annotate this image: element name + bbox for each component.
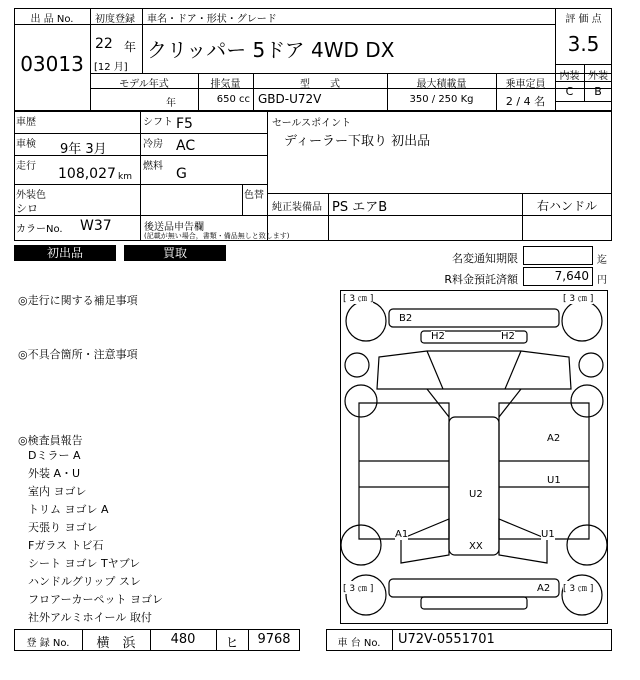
car-name: クリッパー 5ドア 4WD DX [147, 38, 395, 62]
first-reg-year: 22 [95, 36, 113, 52]
color-no-label: カラーNo. [16, 224, 63, 235]
shaken-label: 車検 [16, 139, 36, 150]
chassis-label: 車 台 No. [337, 638, 381, 649]
first-reg-month: [12 月] [94, 62, 128, 73]
ext-color-label: 外装色 [16, 190, 46, 201]
registration-kana: ヒ [225, 636, 239, 651]
body-left-side [359, 403, 449, 539]
inspector-line: 社外アルミホイール 取付 [28, 611, 152, 624]
inspector-line: シート ヨゴレ Tヤブレ [28, 557, 141, 570]
registration-label: 登 録 No. [26, 638, 70, 649]
corner-label-br: [ 3 ㎝ ] [563, 581, 593, 594]
equipment-value: PS エアB [332, 200, 388, 215]
mark-a2-right: A2 [547, 433, 561, 444]
history-label: 車歴 [16, 117, 36, 128]
model-year-unit: 年 [166, 98, 176, 109]
interior-label: 内装 [559, 71, 580, 82]
inspector-line: 外装 A・U [28, 467, 81, 480]
shift-label: シフト [143, 117, 173, 128]
displacement-label: 排気量 [210, 79, 241, 90]
rear-bumper [389, 579, 559, 597]
mark-a1-left: A1 [395, 529, 409, 540]
interior-grade: C [565, 85, 574, 98]
ac-value: AC [176, 138, 196, 154]
corner-label-tl: [ 3 ㎝ ] [343, 291, 373, 304]
driving-notes-header: ◎走行に関する補足事項 [18, 294, 138, 307]
type-label: 型 式 [300, 79, 340, 90]
mirror-left [345, 353, 369, 377]
mileage-unit: km [118, 172, 132, 182]
recycle-unit: 円 [597, 275, 607, 286]
steering-value: 右ハンドル [536, 199, 597, 213]
car-outline-svg [341, 291, 607, 623]
car-name-label: 車名・ドア・形状・グレード [147, 14, 277, 25]
first-listing-badge: 初出品 [14, 245, 116, 261]
lot-label: 出 品 No. [30, 14, 74, 25]
registration-number: 9768 [257, 632, 291, 647]
wheel-rear-right [567, 525, 607, 565]
mark-h2-left: H2 [431, 331, 445, 342]
defects-header: ◎不具合箇所・注意事項 [18, 348, 138, 361]
corner-label-bl: [ 3 ㎝ ] [343, 581, 373, 594]
purchase-badge: 買取 [124, 245, 226, 261]
max-load-label: 最大積載量 [416, 79, 467, 90]
mark-u2-center: U2 [469, 489, 483, 500]
max-load-value: 350 / 250 Kg [409, 94, 474, 105]
shift-value: F5 [176, 116, 193, 132]
wheel-top-right [562, 301, 602, 341]
displacement-value: 650 cc [216, 94, 250, 105]
sales-point-label: セールスポイント [272, 118, 352, 129]
mark-a2-bottom: A2 [537, 583, 551, 594]
fuel-label: 燃料 [143, 161, 163, 172]
exterior-grade: B [594, 85, 602, 98]
exterior-label: 外装 [588, 71, 608, 82]
recycle-label: R料金預託済額 [444, 273, 518, 286]
first-reg-label: 初度登録 [95, 14, 135, 25]
roof [449, 417, 499, 555]
equipment-label: 純正装備品 [272, 202, 322, 213]
post-report-label: 後送品申告欄 [144, 222, 204, 233]
type-value: GBD-U72V [258, 92, 322, 106]
inspector-line: ハンドルグリップ スレ [28, 575, 141, 588]
mark-h2-right: H2 [501, 331, 515, 342]
post-report-note: (記載が無い場合，書類・備品無しと致します) [144, 232, 290, 240]
front-bumper [389, 309, 559, 327]
front-panel [377, 351, 571, 389]
rating-value: 3.5 [567, 32, 600, 56]
lot-number: 03013 [20, 52, 84, 76]
registration-class: 480 [170, 632, 196, 647]
mark-u1-right-lower: U1 [541, 529, 555, 540]
model-year-label: モデル年式 [119, 79, 169, 90]
mark-b2: B2 [399, 313, 413, 324]
color-no-value: W37 [80, 218, 112, 234]
corner-label-tr: [ 3 ㎝ ] [563, 291, 593, 304]
mileage-value: 108,027 [58, 166, 116, 182]
registration-area: 横 浜 [96, 636, 136, 651]
inspector-line: 室内 ヨゴレ [28, 485, 87, 498]
name-change-label: 名変通知期限 [452, 252, 518, 265]
inspector-header: ◎検査員報告 [18, 434, 83, 447]
sales-point-value: ディーラー下取り 初出品 [284, 134, 431, 149]
name-change-box [523, 246, 593, 265]
mileage-label: 走行 [16, 161, 36, 172]
name-change-unit: 迄 [597, 255, 607, 266]
recolor-label: 色替 [244, 190, 264, 201]
ac-label: 冷房 [143, 139, 163, 150]
capacity-value: 2 / 4 名 [505, 95, 546, 108]
chassis-value: U72V-0551701 [398, 632, 495, 647]
mark-u1-right-upper: U1 [547, 475, 561, 486]
fuel-value: G [176, 166, 187, 182]
capacity-label: 乗車定員 [505, 79, 546, 90]
mark-xx-center: XX [469, 541, 483, 552]
inspector-line: 天張り ヨゴレ [28, 521, 98, 534]
first-reg-year-unit: 年 [124, 40, 137, 54]
inspector-line: フロアーカーペット ヨゴレ [28, 593, 163, 606]
car-diagram [340, 290, 608, 624]
inspector-line: Dミラー A [28, 449, 81, 462]
body-right-side [499, 403, 589, 539]
ext-color-value: シロ [16, 202, 38, 215]
inspector-line: トリム ヨゴレ A [28, 503, 109, 516]
inspector-line: Fガラス トビ石 [28, 539, 104, 552]
recycle-value: 7,640 [554, 269, 589, 283]
wheel-rear-left [341, 525, 381, 565]
rating-label: 評 価 点 [565, 14, 602, 25]
shaken-value: 9年 3月 [60, 142, 107, 157]
mirror-right [579, 353, 603, 377]
wheel-top-left [346, 301, 386, 341]
